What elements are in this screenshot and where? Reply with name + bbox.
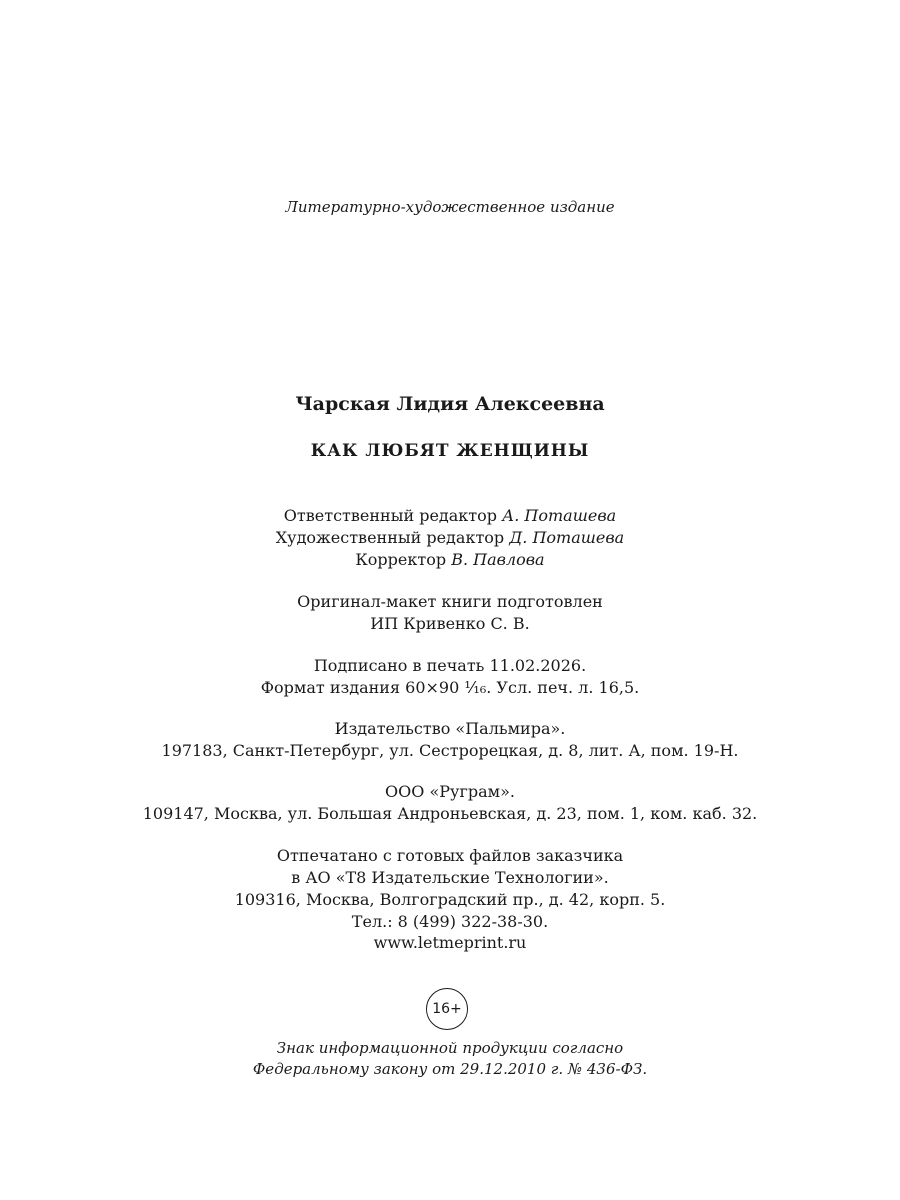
- company-address: 109147, Москва, ул. Большая Андроньевская, д. 23, пом. 1, ком. каб. 32.: [142, 804, 758, 823]
- credit-name: В. Павлова: [451, 550, 545, 569]
- credit-name: Д. Поташева: [509, 528, 625, 547]
- book-title: КАК ЛЮБЯТ ЖЕНЩИНЫ: [310, 441, 590, 461]
- printer-line: в АО «Т8 Издательские Технологии».: [291, 868, 609, 887]
- edition-kind: Литературно-художественное издание: [285, 198, 615, 216]
- print-info-line: Подписано в печать 11.02.2026.: [313, 656, 587, 675]
- layout-info-line: ИП Кривенко С. В.: [370, 614, 530, 633]
- company-line: ООО «Руграм».: [385, 782, 515, 801]
- printer-website: www.letmeprint.ru: [373, 933, 527, 952]
- credit-line: [0, 506, 900, 526]
- layout-info-line: Оригинал-макет книги подготовлен: [297, 592, 603, 611]
- age-note-line: Федеральному закону от 29.12.2010 г. № 436-ФЗ.: [252, 1060, 648, 1078]
- credit-role: Ответственный редактор: [283, 506, 498, 525]
- print-info-line: Формат издания 60×90 ¹⁄₁₆. Усл. печ. л. 16,5.: [260, 678, 640, 697]
- credit-line: [0, 528, 900, 548]
- credit-role: Корректор: [355, 550, 447, 569]
- credit-line: [0, 550, 900, 570]
- credit-name: А. Поташева: [502, 506, 617, 525]
- printer-address: 109316, Москва, Волгоградский пр., д. 42, корп. 5.: [234, 890, 666, 909]
- age-note-line: Знак информационной продукции согласно: [276, 1039, 624, 1057]
- credit-role: Художественный редактор: [275, 528, 505, 547]
- printer-phone: Тел.: 8 (499) 322-38-30.: [351, 912, 549, 931]
- printer-line: Отпечатано с готовых файлов заказчика: [276, 846, 624, 865]
- age-rating-badge: 16+: [426, 988, 468, 1030]
- publisher-address: 197183, Санкт-Петербург, ул. Сестрорецкая, д. 8, лит. А, пом. 19-Н.: [161, 741, 739, 760]
- publisher-line: Издательство «Пальмира».: [334, 719, 566, 738]
- author-name: Чарская Лидия Алексеевна: [295, 393, 605, 415]
